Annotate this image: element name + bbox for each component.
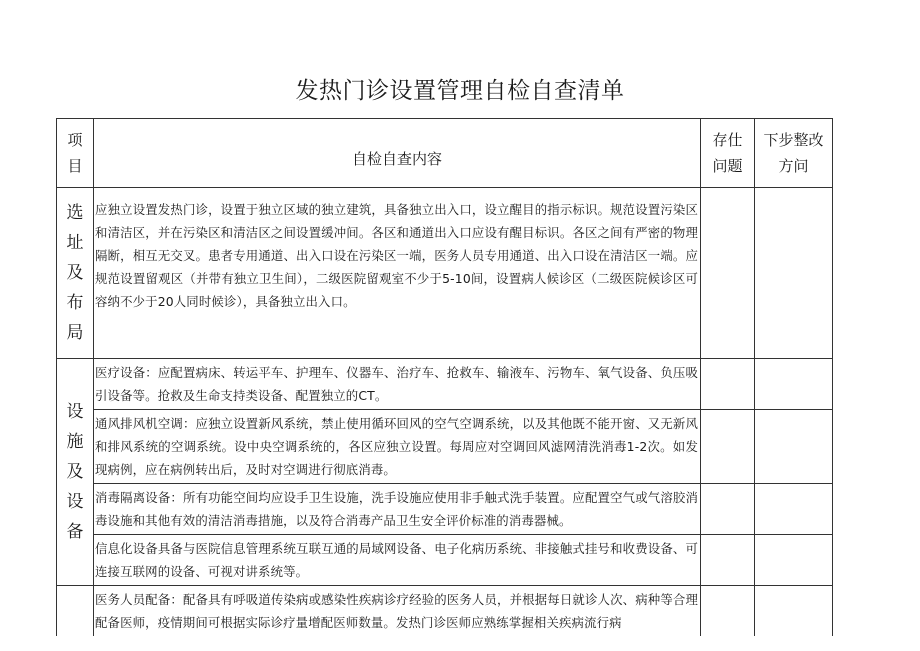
table-row (57, 188, 833, 359)
header-item (57, 119, 94, 188)
section-label-text: 选 址 及 布 局 (66, 203, 84, 343)
section-label-facilities (57, 359, 94, 586)
content-cell: 应独立设置发热门诊，设置于独立区域的独立建筑，具备独立出入口，设立醒目的指示标识。规范设置污染区和清洁区，并在污染区和清洁区之间设置缓冲间。各区和通道出入口应设有醒目标识。各区之间有严密的物理隔断，相互无交叉。患者专用通道、出入口设在污染区一端，医务人员专用通道、出入口设在清洁区一端。应规范设置留观区（并带有独立卫生间），二级医院留观室不少于5-10间，设置病人候诊区（二级医院候诊区可容纳不少于20人同时候诊），具备独立出入口。 (94, 188, 701, 359)
table-header-row (57, 119, 833, 188)
content-cell: 消毒隔离设备：所有功能空间均应设手卫生设施，洗手设施应使用非手触式洗手装置。应配置空气或气溶胶消毒设施和其他有效的清洁消毒措施，以及符合消毒产品卫生安全评价标准的消毒器械。 (94, 484, 701, 535)
table-row (57, 359, 833, 410)
issues-cell[interactable] (701, 484, 755, 535)
rectification-cell[interactable] (755, 484, 833, 535)
section-label-site (57, 188, 94, 359)
rectification-cell[interactable] (755, 188, 833, 359)
issues-cell[interactable] (701, 188, 755, 359)
content-cell: 信息化设备具备与医院信息管理系统互联互通的局域网设备、电子化病历系统、非接触式挂号和收费设备、可连接互联网的设备、可视对讲系统等。 (94, 535, 701, 586)
content-cell: 通风排风机空调：应独立设置新风系统，禁止使用循环回风的空气空调系统，以及其他既不能开窗、又无新风和排风系统的空调系统。设中央空调系统的，各区应独立设置。每周应对空调回风滤网清洗消毒1-2次。如发现病例，应在病例转出后，及时对空调进行彻底消毒。 (94, 410, 701, 484)
header-content-label: 自检自查内容 (351, 149, 442, 168)
header-issues-label: 存仕 问题 (712, 131, 743, 175)
issues-cell[interactable] (701, 359, 755, 410)
rectification-cell[interactable] (755, 586, 833, 637)
section-label-staff (57, 586, 94, 637)
rectification-cell[interactable] (755, 535, 833, 586)
checklist-table (56, 118, 833, 636)
content-cell: 医疗设备：应配置病床、转运平车、护理车、仪器车、治疗车、抢救车、输液车、污物车、氧气设备、负压吸引设备等。抢救及生命支持类设备、配置独立的CT。 (94, 359, 701, 410)
rectification-cell[interactable] (755, 359, 833, 410)
issues-cell[interactable] (701, 586, 755, 637)
header-rectification (755, 119, 833, 188)
table-row (57, 484, 833, 535)
rectification-cell[interactable] (755, 410, 833, 484)
header-issues (701, 119, 755, 188)
header-item-label: 项 目 (67, 131, 83, 175)
table-row (57, 586, 833, 637)
document-title: 发热门诊设置管理自检自查清单 (295, 78, 625, 104)
table-row (57, 535, 833, 586)
section-label-text: 设 施 及 设 备 (66, 402, 84, 542)
issues-cell[interactable] (701, 410, 755, 484)
header-content (94, 119, 701, 188)
issues-cell[interactable] (701, 535, 755, 586)
table-row (57, 410, 833, 484)
content-cell: 医务人员配备：配备具有呼吸道传染病或感染性疾病诊疗经验的医务人员，并根据每日就诊人次、病种等合理配备医师，疫情期间可根据实际诊疗量增配医师数量。发热门诊医师应熟练掌握相关疾病流行病 (94, 586, 701, 637)
header-rectification-label: 下步整改 方问 (763, 131, 824, 175)
